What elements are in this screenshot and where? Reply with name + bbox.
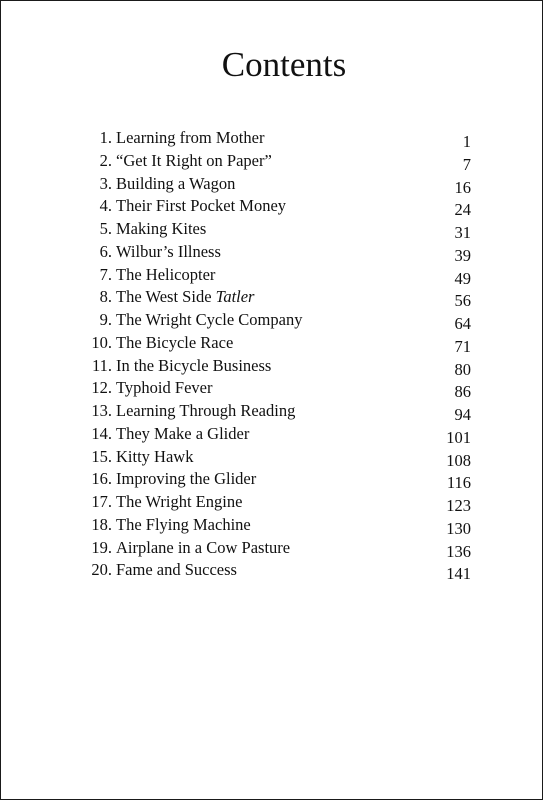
chapter-page-number: 39 xyxy=(454,245,471,265)
toc-entry[interactable] xyxy=(1,265,543,288)
toc-entry[interactable] xyxy=(1,560,543,583)
chapter-number: 9. xyxy=(99,310,112,329)
chapter-title: Learning Through Reading xyxy=(116,401,296,420)
chapter-title: Making Kites xyxy=(116,219,207,238)
chapter-page-number: 31 xyxy=(454,223,471,242)
chapter-number: 8. xyxy=(99,287,112,307)
toc-entry[interactable] xyxy=(1,219,543,242)
chapter-title: They Make a Glider xyxy=(116,423,250,443)
toc-entry[interactable] xyxy=(1,287,543,310)
toc-entry[interactable] xyxy=(1,378,543,401)
chapter-page-number: 141 xyxy=(446,564,471,584)
toc-entry[interactable] xyxy=(1,356,543,379)
toc-entry[interactable] xyxy=(1,538,543,561)
page-title: Contents xyxy=(221,45,347,84)
chapter-page-number: 71 xyxy=(454,336,471,356)
chapter-page-number: 16 xyxy=(454,177,471,197)
chapter-number: 18. xyxy=(91,514,112,534)
chapter-title: In the Bicycle Business xyxy=(116,355,272,375)
chapter-page-number: 49 xyxy=(454,268,471,288)
chapter-number: 14. xyxy=(91,423,112,443)
chapter-number: 1. xyxy=(99,128,112,147)
chapter-page-number: 101 xyxy=(446,427,471,447)
chapter-title: The Wright Engine xyxy=(116,492,243,511)
chapter-title xyxy=(116,287,254,307)
toc-entry[interactable] xyxy=(1,333,543,356)
toc-entry[interactable] xyxy=(1,196,543,219)
chapter-page-number: 86 xyxy=(454,382,471,402)
chapter-number: 20. xyxy=(91,560,112,580)
chapter-number: 10. xyxy=(91,332,112,352)
chapter-number: 11. xyxy=(91,355,112,375)
chapter-title: The Bicycle Race xyxy=(116,332,234,352)
chapter-page-number: 116 xyxy=(446,473,471,493)
chapter-title: Wilbur’s Illness xyxy=(116,241,221,261)
chapter-page-number: 136 xyxy=(446,541,471,561)
chapter-title: The Helicopter xyxy=(116,264,216,284)
toc-entry[interactable] xyxy=(1,310,543,333)
chapter-title: Building a Wagon xyxy=(116,173,236,193)
chapter-page-number: 130 xyxy=(446,518,471,538)
chapter-number: 4. xyxy=(99,196,112,216)
chapter-page-number: 80 xyxy=(454,359,471,379)
chapter-title: The Flying Machine xyxy=(116,514,251,534)
toc-entry[interactable] xyxy=(1,174,543,197)
chapter-title: “Get It Right on Paper” xyxy=(116,150,272,170)
chapter-title: Kitty Hawk xyxy=(116,446,194,466)
toc-entry[interactable] xyxy=(1,242,543,265)
chapter-page-number: 1 xyxy=(462,132,471,151)
chapter-page-number: 123 xyxy=(446,496,471,515)
chapter-title: The Wright Cycle Company xyxy=(116,310,303,329)
chapter-number: 12. xyxy=(91,378,112,398)
chapter-page-number: 56 xyxy=(454,291,471,311)
chapter-page-number: 24 xyxy=(454,200,471,220)
toc-entry[interactable] xyxy=(1,424,543,447)
chapter-number: 5. xyxy=(99,219,112,238)
chapter-page-number: 64 xyxy=(454,314,471,333)
chapter-number: 16. xyxy=(91,469,112,489)
chapter-number: 13. xyxy=(91,401,112,420)
chapter-title: Fame and Success xyxy=(116,560,237,580)
toc-entry[interactable] xyxy=(1,515,543,538)
chapter-title-italic: Tatler xyxy=(215,287,255,307)
toc-entry[interactable] xyxy=(1,492,543,515)
table-of-contents xyxy=(1,128,543,583)
chapter-page-number: 94 xyxy=(454,405,471,424)
chapter-number: 7. xyxy=(99,264,112,284)
chapter-number: 17. xyxy=(91,492,112,511)
chapter-number: 3. xyxy=(99,173,112,193)
chapter-page-number: 7 xyxy=(462,154,471,174)
chapter-title: Learning from Mother xyxy=(116,128,265,147)
chapter-page-number: 108 xyxy=(446,450,471,470)
chapter-title-text: The West Side xyxy=(116,287,216,307)
chapter-title: Airplane in a Cow Pasture xyxy=(116,537,291,557)
chapter-number: 19. xyxy=(91,537,112,557)
chapter-number: 6. xyxy=(99,241,112,261)
chapter-title: Their First Pocket Money xyxy=(116,196,287,216)
chapter-number: 15. xyxy=(91,446,112,466)
toc-entry[interactable] xyxy=(1,151,543,174)
toc-entry[interactable] xyxy=(1,128,543,151)
toc-entry[interactable] xyxy=(1,447,543,470)
chapter-title: Typhoid Fever xyxy=(116,378,213,398)
chapter-number: 2. xyxy=(99,150,112,170)
toc-entry[interactable] xyxy=(1,469,543,492)
chapter-title: Improving the Glider xyxy=(116,469,257,489)
toc-entry[interactable] xyxy=(1,401,543,424)
